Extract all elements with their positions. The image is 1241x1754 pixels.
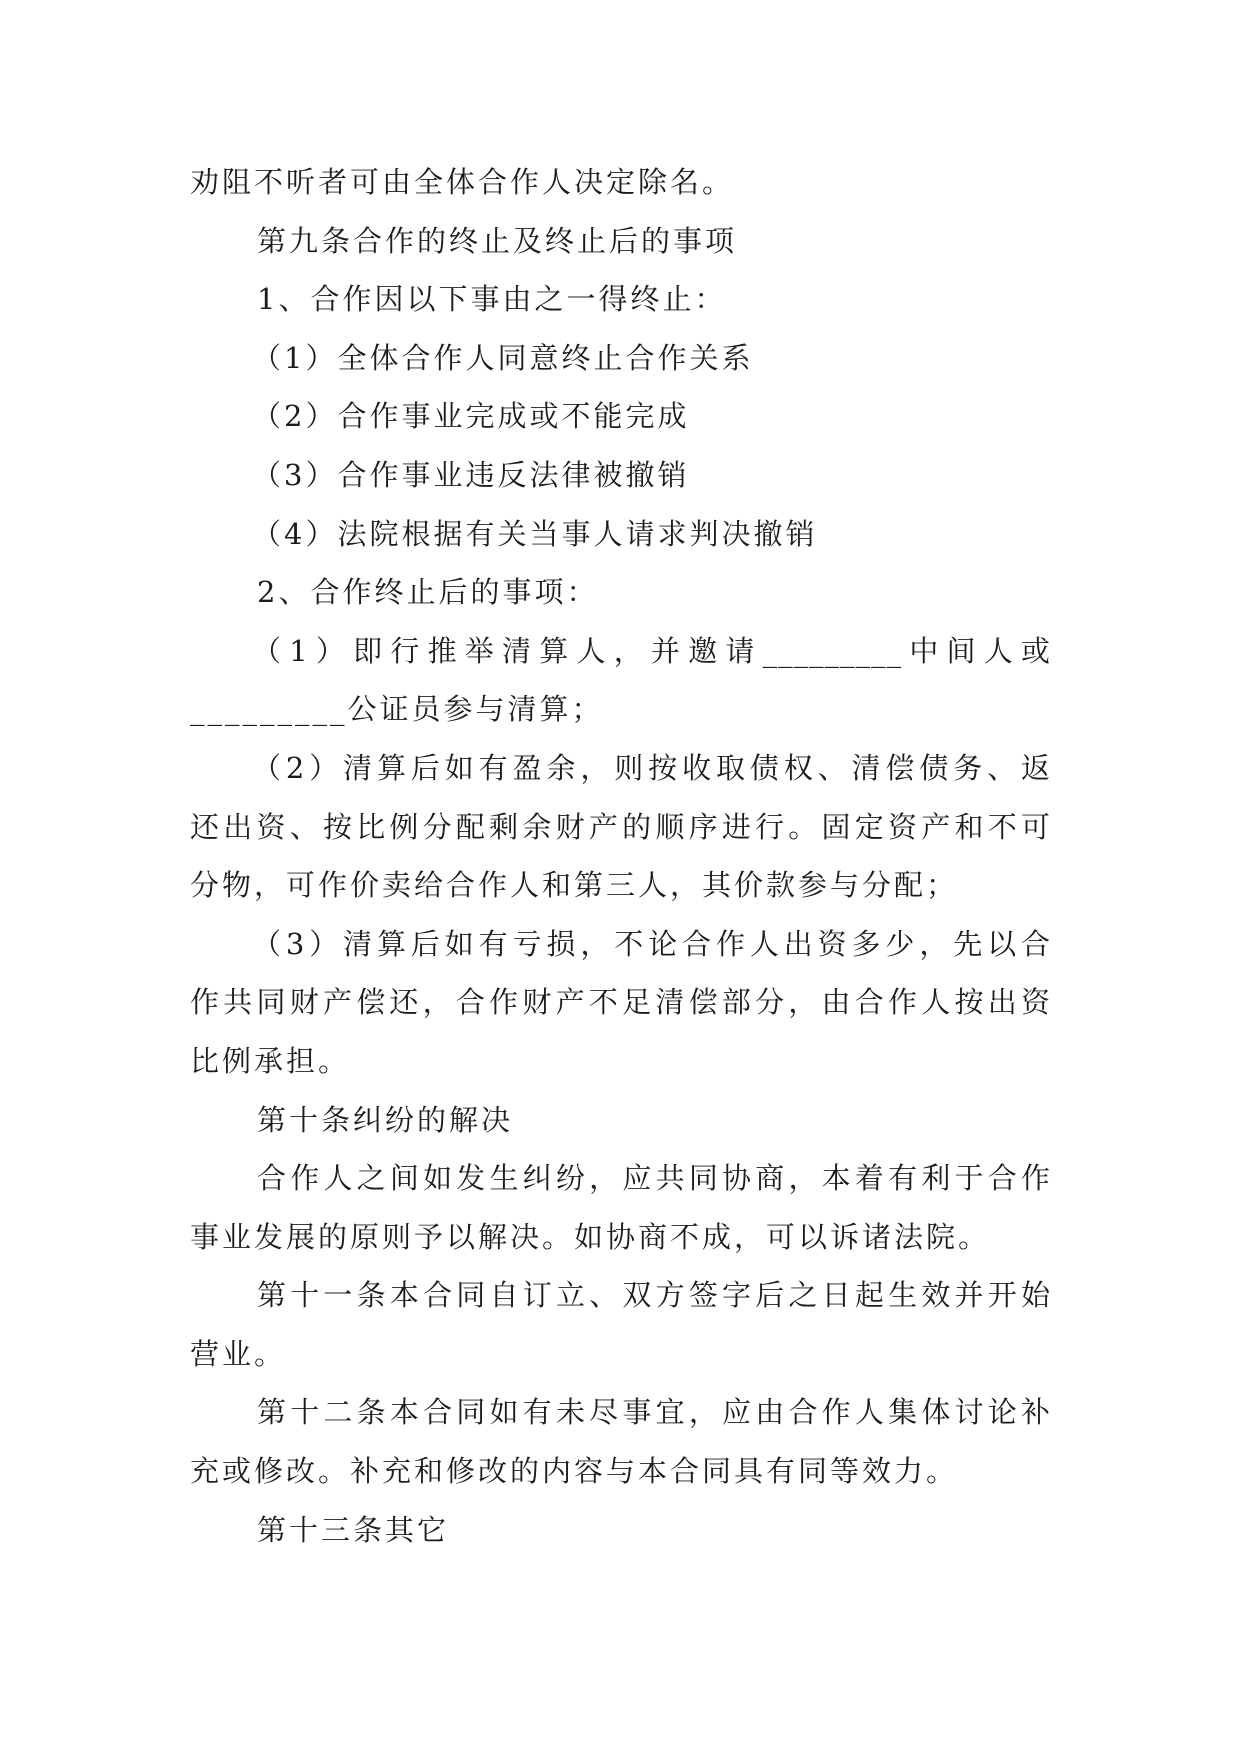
paragraph-line: 合作人之间如发生纠纷，应共同协商，本着有利于合作 xyxy=(257,1161,1051,1196)
list-item: （3）清算后如有亏损，不论合作人出资多少，先以合 xyxy=(252,926,1051,961)
text-line: 分物，可作价卖给合作人和第三人，其价款参与分配； xyxy=(190,868,959,903)
list-item: （4）法院根据有关当事人请求判决撤销 xyxy=(252,516,818,551)
text-line: 比例承担。 xyxy=(190,1043,351,1078)
text-line: 还出资、按比例分配剩余财产的顺序进行。固定资产和不可 xyxy=(190,809,1051,844)
clause-heading: 2、合作终止后的事项： xyxy=(257,575,599,610)
list-item: （1）全体合作人同意终止合作关系 xyxy=(252,340,754,375)
article-heading: 第九条合作的终止及终止后的事项 xyxy=(257,223,738,258)
list-item: （2）合作事业完成或不能完成 xyxy=(252,399,690,434)
text-line: 事业发展的原则予以解决。如协商不成，可以诉诸法院。 xyxy=(190,1219,991,1254)
article-line: 第十一条本合同自订立、双方签字后之日起生效并开始 xyxy=(257,1278,1051,1313)
text-line: 充或修改。补充和修改的内容与本合同具有同等效力。 xyxy=(190,1454,959,1489)
text-line: 营业。 xyxy=(190,1336,287,1371)
text-line: 作共同财产偿还，合作财产不足清偿部分，由合作人按出资 xyxy=(190,985,1051,1020)
text-line: _________公证员参与清算； xyxy=(190,692,604,727)
clause-heading: 1、合作因以下事由之一得终止： xyxy=(257,282,727,317)
list-item: （3）合作事业违反法律被撤销 xyxy=(252,457,690,492)
article-line: 第十二条本合同如有未尽事宜，应由合作人集体讨论补 xyxy=(257,1395,1051,1430)
document-body xyxy=(190,153,1051,1559)
list-item: （2）清算后如有盈余，则按收取债权、清偿债务、返 xyxy=(252,750,1051,785)
article-heading: 第十三条其它 xyxy=(257,1512,450,1547)
article-heading: 第十条纠纷的解决 xyxy=(257,1102,514,1137)
text-line: 劝阻不听者可由全体合作人决定除名。 xyxy=(190,165,735,199)
list-item: （1）即行推举清算人，并邀请_________中间人或 xyxy=(252,633,1051,668)
